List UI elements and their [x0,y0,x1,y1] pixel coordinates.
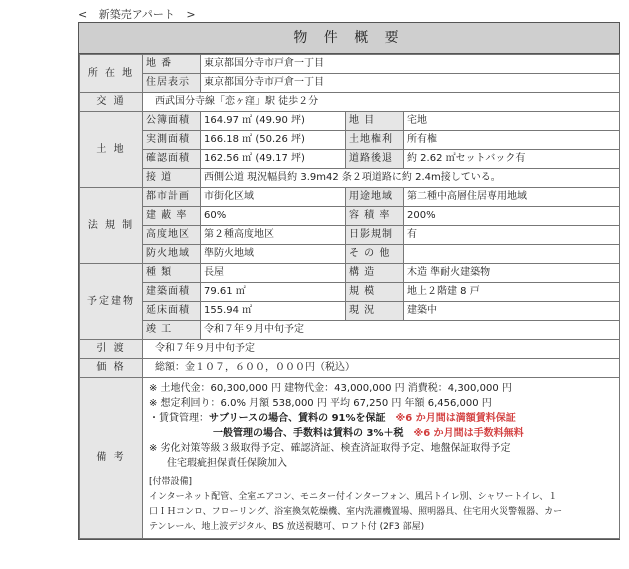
koubo-value: 164.97 ㎡ (49.90 坪) [201,112,346,131]
sublease-text: サブリースの場合、賃料の 91%を保証 [209,413,386,424]
table-row [80,207,620,226]
setback-value: 約 2.62 ㎡セットバック有 [404,150,620,169]
chiban-value: 東京都国分寺市戸倉一丁目 [201,55,620,74]
table-row [80,302,620,321]
table-row [80,169,620,188]
chimoku-label: 地 目 [346,112,404,131]
kenri-label: 土地権利 [346,131,404,150]
other-value [404,245,620,264]
prev-arrow[interactable]: < [78,8,88,21]
kibo-value: 地上２階建 8 戸 [404,283,620,302]
kenri-value: 所有権 [404,131,620,150]
koudo-label: 高度地区 [143,226,201,245]
other-label: そ の 他 [346,245,404,264]
management-label: ・賃貸管理： [149,413,209,424]
jissoku-label: 実測面積 [143,131,201,150]
nichiei-value: 有 [404,226,620,245]
nobe-value: 155.94 ㎡ [201,302,346,321]
law-section: 法 規 制 [80,188,143,264]
general-management-note: ※6 か月間は手数料無料 [413,428,524,439]
table-row [80,74,620,93]
kakunin-label: 確認面積 [143,150,201,169]
table-row [80,131,620,150]
property-table [79,54,620,539]
remarks-line-3 [149,411,613,426]
kenpei-label: 建 蔽 率 [143,207,201,226]
table-row [80,112,620,131]
kenchiku-label: 建築面積 [143,283,201,302]
building-section: 予定建物 [80,264,143,340]
table-row [80,321,620,340]
chimoku-value: 宅地 [404,112,620,131]
sublease-note: ※6 か月間は満額賃料保証 [395,413,516,424]
toshi-label: 都市計画 [143,188,201,207]
delivery-value: 令和７年９月中旬予定 [143,340,620,359]
remarks-section: 備 考 [80,378,143,539]
general-management-text: 一般管理の場合、手数料は賃料の 3%＋税 [213,428,404,439]
remarks-line-1: ※ 土地代金：60,300,000 円 建物代金：43,000,000 円 消費税：4,300,000 円 [149,383,512,394]
location-section: 所 在 地 [80,55,143,93]
property-summary-sheet [78,22,620,540]
table-row [80,188,620,207]
koudo-value: 第２種高度地区 [201,226,346,245]
equipment-line-3: テンレール、地上波デジタル、BS 放送視聴可、ロフト付 (2F3 部屋) [149,522,425,532]
chiban-label: 地 番 [143,55,201,74]
nobe-label: 延床面積 [143,302,201,321]
table-row [80,283,620,302]
shurui-value: 長屋 [201,264,346,283]
equipment-line-2: 口ＩＨコンロ、フローリング、浴室換気乾燥機、室内洗濯機置場、照明器具、住宅用火災警報器、カー [149,507,563,517]
table-row [80,359,620,378]
table-row [80,378,620,539]
equipment-line-1: インターネット配管、全室エアコン、モニター付インターフォン、風呂トイレ別、シャワートイレ、１ [149,492,558,502]
genkyo-value: 建築中 [404,302,620,321]
toshi-value: 市街化区域 [201,188,346,207]
remarks-line-6: 住宅瑕疵担保責任保険加入 [167,458,287,469]
address-value: 東京都国分寺市戸倉一丁目 [201,74,620,93]
kakunin-value: 162.56 ㎡ (49.17 坪) [201,150,346,169]
table-row [80,93,620,112]
kenpei-value: 60% [201,207,346,226]
shunko-label: 竣 工 [143,321,201,340]
youseki-label: 容 積 率 [346,207,404,226]
price-section: 価 格 [80,359,143,378]
kenchiku-value: 79.61 ㎡ [201,283,346,302]
remarks-content [143,378,620,539]
table-row [80,55,620,74]
remarks-line-5: ※ 劣化対策等級３級取得予定、確認済証、検査済証取得予定、地盤保証取得予定 [149,443,511,454]
youseki-value: 200% [404,207,620,226]
setsudo-label: 接 道 [143,169,201,188]
youto-label: 用途地域 [346,188,404,207]
table-row [80,245,620,264]
land-section: 土 地 [80,112,143,188]
genkyo-label: 現 況 [346,302,404,321]
jissoku-value: 166.18 ㎡ (50.26 坪) [201,131,346,150]
table-row [80,340,620,359]
shurui-label: 種 類 [143,264,201,283]
address-label: 住居表示 [143,74,201,93]
youto-value: 第二種中高層住居専用地域 [404,188,620,207]
transport-value: 西武国分寺線「恋ヶ窪」駅 徒歩２分 [143,93,620,112]
bouka-value: 準防火地域 [201,245,346,264]
nichiei-label: 日影規制 [346,226,404,245]
sheet-title: 物 件 概 要 [79,23,619,54]
nav-title: 新築売アパート [98,8,175,21]
next-arrow[interactable]: > [186,8,196,21]
transport-section: 交 通 [80,93,143,112]
kibo-label: 規 模 [346,283,404,302]
price-value: 総額：金１０７，６００，０００円（税込） [143,359,620,378]
delivery-section: 引 渡 [80,340,143,359]
table-row [80,226,620,245]
table-row [80,150,620,169]
kouzou-label: 構 造 [346,264,404,283]
setback-label: 道路後退 [346,150,404,169]
setsudo-value: 西側公道 現況幅員約 3.9m42 条２項道路に約 2.4m接している。 [201,169,620,188]
remarks-line-4 [149,426,613,441]
remarks-line-2: ※ 想定利回り：6.0% 月額 538,000 円 平均 67,250 円 年額 6,456,000 円 [149,398,492,409]
shunko-value: 令和７年９月中旬予定 [201,321,620,340]
kouzou-value: 木造 準耐火建築物 [404,264,620,283]
breadcrumb-nav [78,6,204,22]
table-row [80,264,620,283]
bouka-label: 防火地域 [143,245,201,264]
equipment-title: [付帯設備] [149,477,193,487]
koubo-label: 公簿面積 [143,112,201,131]
